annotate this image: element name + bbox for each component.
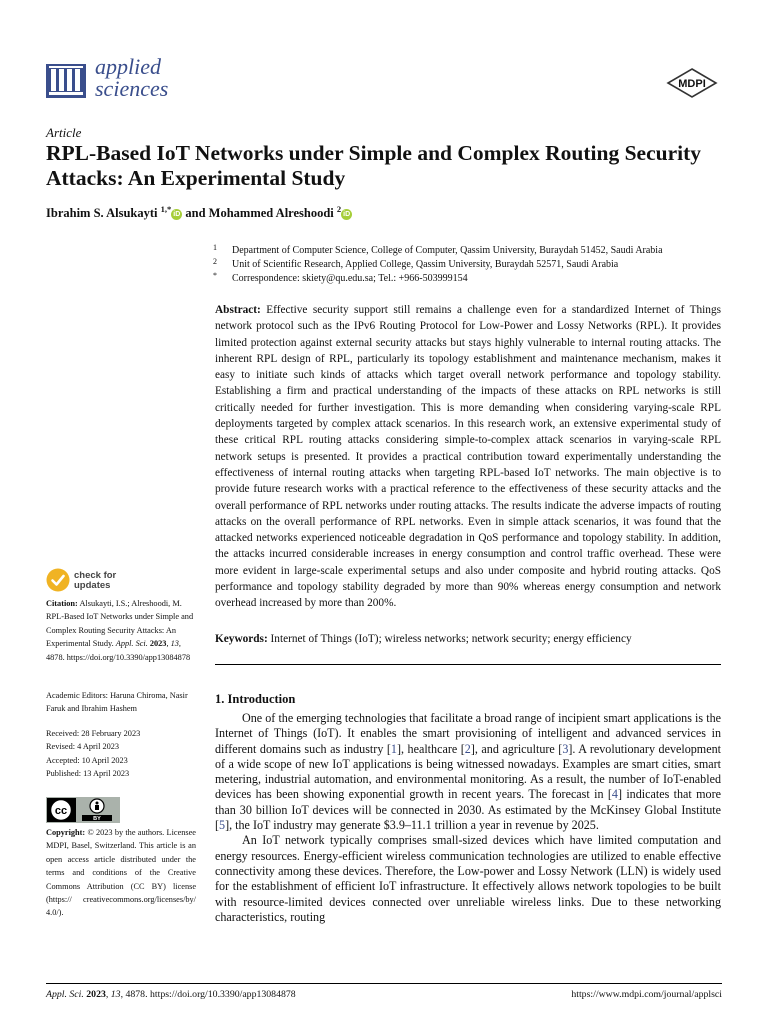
footer-citation: Appl. Sci. 2023, 13, 4878. https://doi.org/10.3390/app13084878 (46, 989, 296, 1000)
abstract-text: Effective security support still remains a challenge even for a standardized Internet of Things network protocol such as the IPv6 Routing Protocol for Low-Power and Lossy Networks (RPL). It provides limited protection against external security attacks but stays highly vulnerable to internal routing attacks. The inherent RPL design of RPL, particularly its topology establishment and maintenance mechanism, makes it easy to initiate such kinds of attacks which target overall network performance and topology stability. Establishing a firm and practical understanding of the impacts of these attacks on RPL networks is still critically needed for further investigation. This is more demanding when considering varying-scale RPL deployments targeted by complex attack scenarios. In this research work, an extensive experimental study of these critical RPL routing attacks considering simple-to-complex attack scenarios in varying-scale RPL network setups is presented. It provides a practical contribution toward experimentally understanding the effectiveness of internal routing attacks when targeting RPL-based IoT networks. The main objective is to provide future research works with a practical reference to the effectiveness of these security attacks and the overall performance of RPL networks under routing attacks. The results indicate the adverse impacts of routing attacks on the overall performance of RPL networks. Even in simple attack scenarios, it was found that the attacked networks experienced noticeable degradation in QoS performance and topology stability. In addition, the attacks incurred considerable increases in energy consumption and control traffic overhead. These were more evident in large-scale experimental setups and also under composite and hybrid routing attacks. QoS performance and topology stability degraded by more than 90% whereas energy consumption and network overhead increased by more than 200%. (215, 304, 721, 610)
academic-editors (46, 689, 196, 716)
paragraph-text: ]. A revolutionary development of a wide scope of new IoT applications is being witnessed nowadays. Examples are smart cities, smart metering, industrial automation, and environmental monitoring. As a result, the number of IoT-enabled devices has been showing exponential growth in recent years. The forecast in [ (215, 741, 721, 802)
citation-journal: Appl. Sci. (115, 639, 148, 649)
citation-pages: , 4878. (46, 639, 181, 662)
paragraph: An IoT network typically comprises small-sized devices which have limited computation and energy resources. Energy-efficient wireless communication technologies are utilized to enable effective connectivity among these devices. Therefore, the Low-power and Lossy Network (LLN) is widely used for the establishment of efficient IoT infrastructure. It effectively allows network topologies to be built with resource-limited devices connected over unreliable wireless links. Due to these networking characteristics, routing (215, 833, 721, 924)
author-name[interactable]: Ibrahim S. Alsukayti (46, 206, 158, 220)
paragraph (215, 711, 721, 833)
publication-dates (46, 727, 196, 781)
cc-icon: cc (54, 805, 68, 817)
mdpi-logo[interactable] (666, 68, 718, 98)
affiliation-text: Unit of Scientific Research, Applied College, Qassim University, Buraydah 52571, Saudi Arabia (232, 259, 619, 270)
date-received: Received: 28 February 2023 (46, 729, 141, 738)
journal-logo[interactable] (46, 54, 246, 110)
journal-name-line2: sciences (95, 76, 169, 101)
copyright-text: © 2023 by the authors. Licensee MDPI, Basel, Switzerland. This article is an open access article distributed under the terms and conditions of the Creative Commons Attribution (CC BY) license (https:// creativecommons.org/licenses/by/ 4.0/). (46, 828, 196, 918)
affiliation-mark: * (213, 271, 217, 280)
orcid-icon[interactable]: iD (343, 211, 351, 218)
date-revised: Revised: 4 April 2023 (46, 742, 120, 752)
reference-link[interactable]: 1 (390, 741, 397, 756)
author-conjunction: and (185, 206, 206, 220)
date-published: Published: 13 April 2023 (46, 769, 130, 779)
check-updates-icon (46, 568, 70, 592)
correspondence (213, 272, 733, 286)
journal-name (95, 56, 168, 100)
author-affiliation-mark: 1,* (160, 204, 172, 214)
citation-block: Citation: Alsukayti, I.S.; Alreshoodi, M. RPL-Based IoT Networks under Simple and Complex Routing Security Attacks: An Experimental Study. Appl. Sci. 2023, 13, 4878. https://doi.org/10.3390/app13084878 (46, 599, 194, 662)
abstract (215, 302, 721, 612)
article-title: RPL-Based IoT Networks under Simple and Complex Routing Security Attacks: An Experimental Study (46, 141, 702, 190)
copyright-notice (46, 826, 196, 920)
citation-year: 2023 (149, 639, 167, 649)
check-updates-line2: updates (74, 580, 111, 591)
affiliation-text: Department of Computer Science, College of Computer, Qassim University, Buraydah 51452, Saudi Arabia (232, 245, 663, 256)
affiliation-mark: 2 (213, 257, 217, 266)
introduction-body (215, 711, 721, 925)
editors-names: Haruna Chiroma, Nasir Faruk and Ibrahim Hashem (46, 691, 188, 714)
cc-by-license-badge[interactable] (46, 797, 120, 823)
author-line (46, 204, 352, 221)
footer-journal-url[interactable]: https://www.mdpi.com/journal/applsci (571, 989, 722, 1000)
paragraph-text: ], and agriculture [ (470, 741, 563, 756)
abstract-label: Abstract: (215, 304, 261, 316)
citation-label: Citation: (46, 599, 78, 608)
affiliation (213, 258, 733, 272)
footer-divider (46, 983, 722, 984)
reference-link[interactable]: 5 (219, 818, 226, 833)
paragraph-text: One of the emerging technologies that facilitate a broad range of incipient smart applications is the Internet of Things (IoT). It enables the smart provisioning of intelligent and advanced services in different domains such as industry [ (215, 711, 721, 756)
affiliations (213, 244, 733, 286)
mdpi-logo-text: MDPI (678, 78, 706, 90)
footer-year: 2023 (86, 989, 106, 1000)
journal-name-line1: applied (95, 54, 161, 79)
reference-link[interactable]: 2 (464, 741, 471, 756)
check-for-updates-button[interactable] (46, 568, 156, 596)
citation-doi-link[interactable]: https://doi.org/10.3390/app13084878 (66, 652, 191, 662)
section-divider (215, 664, 721, 665)
affiliation-mark: 1 (213, 243, 217, 252)
reference-link[interactable]: 4 (611, 787, 618, 802)
check-updates-label (74, 571, 116, 591)
paragraph-text: ], the IoT industry may generate $3.9–11.1 trillion a year in revenue by 2025. (225, 818, 599, 833)
citation-text: Alsukayti, I.S.; Alreshoodi, M. RPL-Based IoT Networks under Simple and Complex Routing Security Attacks: An Experimental Study. (46, 599, 194, 649)
footer-volume: 13 (110, 989, 121, 1000)
journal-logo-icon (46, 60, 86, 102)
paragraph-text: ], healthcare [ (396, 741, 465, 756)
citation-volume: 13 (170, 639, 179, 649)
paragraph-text: ] indicates that more than 30 billion IoT devices will be connected in 2030. As estimated by the McKinsey Global Institute [ (215, 787, 721, 833)
reference-link[interactable]: 3 (562, 741, 569, 756)
footer-doi-link[interactable]: https://doi.org/10.3390/app13084878 (149, 989, 296, 1000)
copyright-label: Copyright: (46, 828, 86, 837)
section-heading: 1. Introduction (215, 692, 296, 706)
keywords (215, 631, 721, 647)
orcid-icon[interactable]: iD (173, 211, 181, 218)
keywords-label: Keywords: (215, 633, 268, 645)
by-icon: BY (93, 816, 101, 822)
correspondence-text: Correspondence: skiety@qu.edu.sa; Tel.: +966-503999154 (232, 273, 468, 284)
footer-journal: Appl. Sci. (46, 989, 84, 1000)
keywords-text: Internet of Things (IoT); wireless networks; network security; energy efficiency (270, 633, 632, 645)
date-accepted: Accepted: 10 April 2023 (46, 755, 128, 765)
editors-label: Academic Editors: (46, 691, 108, 700)
affiliation (213, 244, 733, 258)
author-affiliation-mark: 2 (336, 204, 342, 214)
footer-article: , 4878. (120, 989, 148, 1000)
check-updates-line1: check for (74, 570, 117, 581)
author-name[interactable]: Mohammed Alreshoodi (208, 206, 334, 220)
article-type: Article (46, 125, 82, 140)
